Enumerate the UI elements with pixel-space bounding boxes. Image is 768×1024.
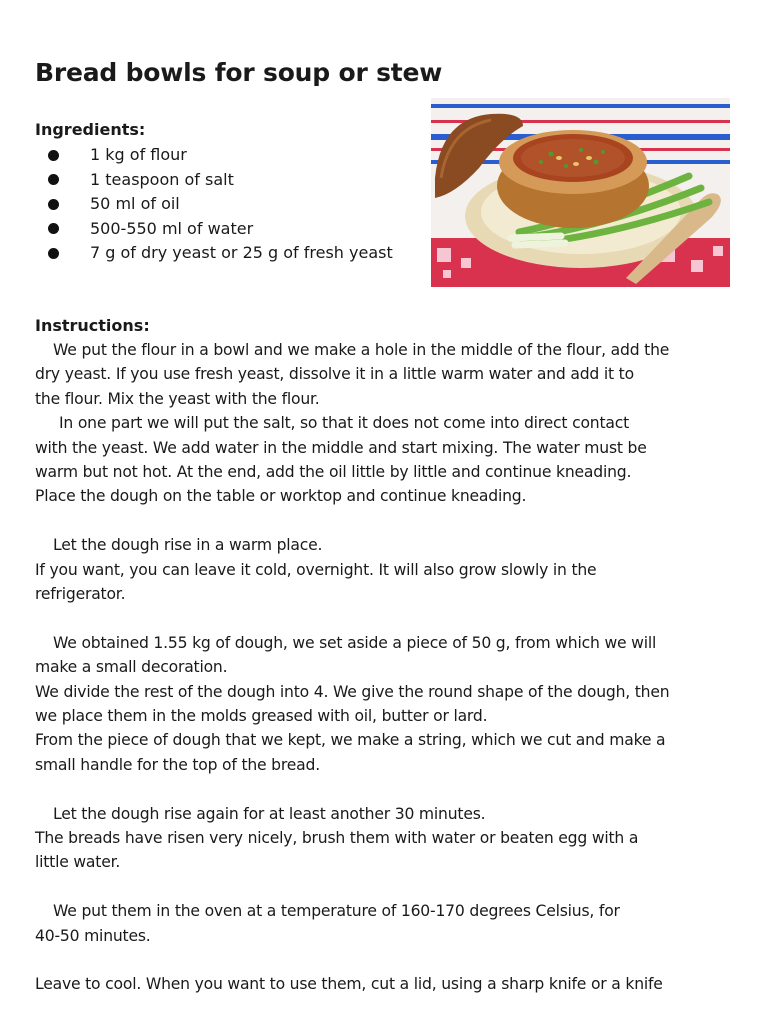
bullet-icon xyxy=(48,150,59,161)
ingredient-item: 1 kg of flour xyxy=(48,143,393,168)
bullet-icon xyxy=(48,199,59,210)
text-line: with the yeast. We add water in the middle and start mixing. The water must be xyxy=(35,438,647,457)
text-line: Place the dough on the table or worktop and continue kneading. xyxy=(35,487,527,506)
text-line: From the piece of dough that we kept, we make a string, which we cut and make a xyxy=(35,731,666,750)
text-line: little water. xyxy=(35,853,121,872)
ingredients-heading: Ingredients: xyxy=(35,120,146,139)
text-line: warm but not hot. At the end, add the oil little by little and continue kneading. xyxy=(35,463,632,482)
ingredient-item: 7 g of dry yeast or 25 g of fresh yeast xyxy=(48,241,393,266)
ingredient-item: 1 teaspoon of salt xyxy=(48,168,393,193)
bread-bowl-illustration xyxy=(431,98,730,287)
text-line: Leave to cool. When you want to use them, cut a lid, using a sharp knife or a knife xyxy=(35,975,663,994)
stripe xyxy=(431,104,730,108)
bullet-icon xyxy=(48,174,59,185)
text-line: 40-50 minutes. xyxy=(35,926,151,945)
text-line: We put them in the oven at a temperature of 160-170 degrees Celsius, for xyxy=(53,902,620,921)
instructions-heading: Instructions: xyxy=(35,316,150,335)
instructions-text xyxy=(35,338,735,997)
ingredient-item: 500-550 ml of water xyxy=(48,217,393,242)
text-line: The breads have risen very nicely, brush them with water or beaten egg with a xyxy=(35,829,639,848)
text-line: We obtained 1.55 kg of dough, we set aside a piece of 50 g, from which we will xyxy=(53,633,657,652)
text-line: We put the flour in a bowl and we make a hole in the middle of the flour, add the xyxy=(53,341,670,359)
text-line: we place them in the molds greased with oil, butter or lard. xyxy=(35,707,488,726)
soup-surface xyxy=(521,139,625,177)
bullet-icon xyxy=(48,248,59,259)
page-title: Bread bowls for soup or stew xyxy=(35,58,443,87)
bread-bowl-photo xyxy=(431,98,730,287)
text-line: We divide the rest of the dough into 4. We give the round shape of the dough, then xyxy=(35,682,670,701)
text-line: the flour. Mix the yeast with the flour. xyxy=(35,389,320,408)
text-line: Let the dough rise in a warm place. xyxy=(53,536,323,555)
text-line: dry yeast. If you use fresh yeast, dissolve it in a little warm water and add it to xyxy=(35,365,634,384)
bullet-icon xyxy=(48,223,59,234)
text-line: If you want, you can leave it cold, overnight. It will also grow slowly in the xyxy=(35,560,597,579)
text-line: small handle for the top of the bread. xyxy=(35,755,320,774)
ingredient-list xyxy=(48,143,393,266)
text-line: make a small decoration. xyxy=(35,658,228,677)
text-line: Let the dough rise again for at least another 30 minutes. xyxy=(53,804,486,823)
text-line: In one part we will put the salt, so that it does not come into direct contact xyxy=(59,414,630,433)
text-line: refrigerator. xyxy=(35,585,126,604)
ingredient-item: 50 ml of oil xyxy=(48,192,393,217)
